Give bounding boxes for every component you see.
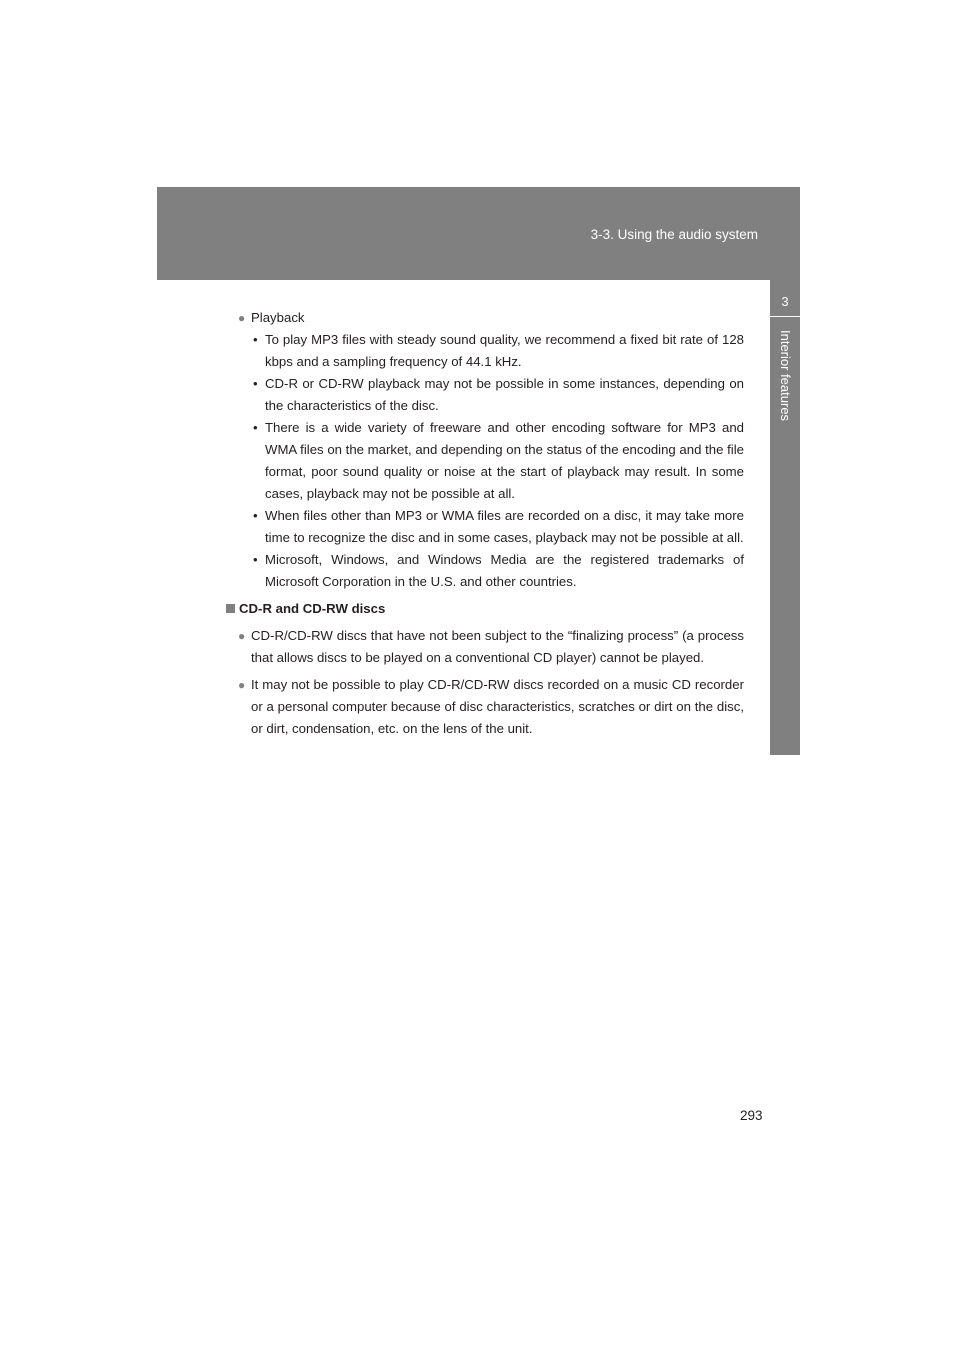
- bullet-dot-icon: •: [253, 376, 258, 391]
- header-band: [157, 187, 800, 280]
- cd-section-heading-text: CD-R and CD-RW discs: [239, 601, 386, 616]
- chapter-side-tab: [770, 280, 800, 755]
- cd-paragraph-text: It may not be possible to play CD-R/CD-RW discs recorded on a music CD recorder or a personal computer because of disc characteristics, scratches or dirt on the disc, or dirt, condensation, etc. on the lens of the unit.: [251, 677, 744, 736]
- list-item-text: CD-R or CD-RW playback may not be possible in some instances, depending on the characteristics of the disc.: [265, 376, 744, 413]
- list-item-text: There is a wide variety of freeware and other encoding software for MP3 and WMA files on the market, and depending on the status of the encoding and the file format, poor sound quality or noise at the start of playback may result. In some cases, playback may not be possible at all.: [265, 420, 744, 501]
- cd-paragraph: [238, 625, 744, 669]
- bullet-dot-icon: •: [253, 332, 258, 347]
- cd-paragraph-text: CD-R/CD-RW discs that have not been subject to the “finalizing process” (a process that allows discs to be played on a conventional CD player) cannot be played.: [251, 628, 744, 665]
- chapter-divider: [770, 316, 800, 317]
- playback-heading-item: [238, 307, 744, 329]
- list-item: [253, 373, 744, 417]
- list-item: [253, 329, 744, 373]
- bullet-dot-icon: •: [253, 420, 258, 435]
- bullet-dot-icon: •: [253, 552, 258, 567]
- page-number: 293: [740, 1108, 763, 1123]
- chapter-label: Interior features: [778, 330, 793, 422]
- cd-section-heading: [226, 598, 744, 620]
- square-bullet-icon: [226, 604, 235, 613]
- cd-paragraph: [238, 674, 744, 740]
- playback-bullet-list: [238, 329, 744, 593]
- list-item: [253, 505, 744, 549]
- bullet-circle-icon: ●: [238, 629, 246, 643]
- list-item: [253, 417, 744, 505]
- list-item-text: When files other than MP3 or WMA files are recorded on a disc, it may take more time to recognize the disc and in some cases, playback may not be possible at all.: [265, 508, 744, 545]
- bullet-dot-icon: •: [253, 508, 258, 523]
- bullet-circle-icon: ●: [238, 678, 246, 692]
- chapter-number: 3: [781, 294, 789, 309]
- playback-heading: Playback: [251, 310, 305, 325]
- list-item-text: Microsoft, Windows, and Windows Media are the registered trademarks of Microsoft Corporation in the U.S. and other countries.: [265, 552, 744, 589]
- bullet-circle-icon: ●: [238, 311, 246, 325]
- list-item-text: To play MP3 files with steady sound quality, we recommend a fixed bit rate of 128 kbps and a sampling frequency of 44.1 kHz.: [265, 332, 744, 369]
- list-item: [253, 549, 744, 593]
- main-content: [238, 307, 744, 740]
- section-title: 3-3. Using the audio system: [590, 227, 758, 242]
